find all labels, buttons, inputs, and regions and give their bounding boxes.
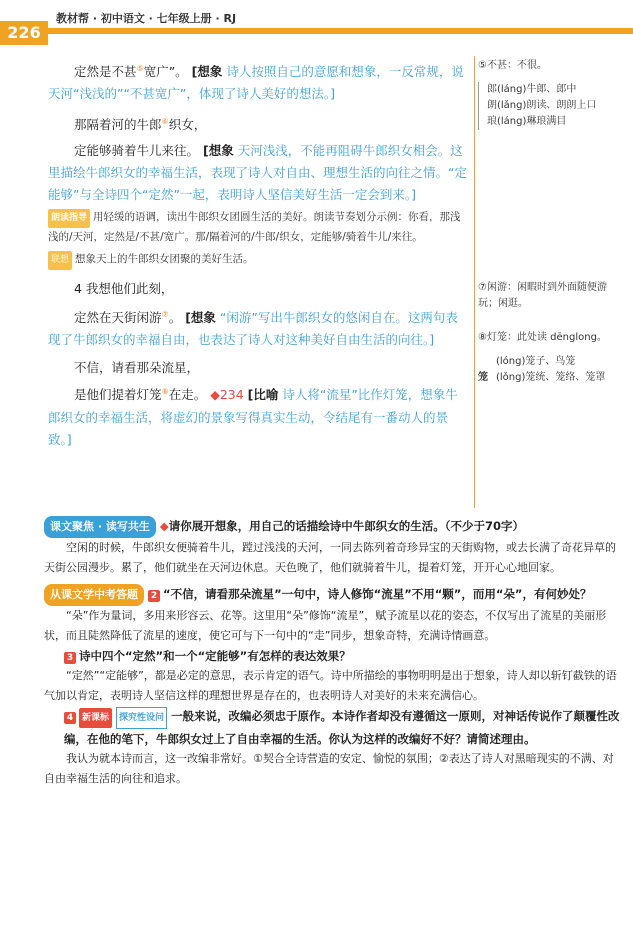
answer-1: 空闲的时候，牛郎织女便骑着牛儿，蹚过浅浅的天河，一同去陈列着奇珍异宝的天街购物，或去长满了奇花异草的天街公园漫步。累了，他们就坐在天河边休息。天色晚了，他们就骑着牛儿，提着灯笼，开开心心地回家。 (44, 541, 616, 574)
annotation: 诗人将“流星”比作灯笼，想象牛郎织女的幸福生活，将虚幻的景象写得真实生动，令结尾有一番动人的景致。] (48, 387, 458, 447)
annotation: 天河浅浅，不能再阻碍牛郎织女相会。这里描绘牛郎织女的幸福生活，表现了诗人对自由、理想生活的向往之情。“定能够”与全诗四个“定然”一起，表明诗人坚信美好生活一定会到来。] (48, 143, 467, 203)
page-header (0, 0, 633, 46)
question-4: 4 新课标 探究性设问 一般来说，改编必须忠于原作。本诗作者却没有遵循这一原则，对神话传说作了颠覆性改编，在他的笔下，牛郎织女过上了自由幸福的生活。你认为这样的改编好不好？请简述理由。 (64, 709, 620, 746)
annotation: 诗人按照自己的意愿和想象，一反常规，说天河“浅浅的”“不甚宽广”，体现了诗人美好的想法。] (48, 64, 464, 102)
annotation-tag: [想象 (203, 143, 234, 159)
star-icon: ◆ (210, 387, 220, 403)
question-2: 从课文学中考答题 2 “不信，请看那朵流星”一句中，诗人修饰“流星”不用“颗”，而用“朵”，有何妙处？ (44, 584, 622, 606)
question-3: 3 诗中四个“定然”和一个“定能够”有怎样的表达效果？ (44, 646, 622, 666)
answer-3: “定然”“定能够”，都是必定的意思，表示肯定的语气。诗中所描绘的事物明明是出于想象，诗人却以斩钉截铁的语气加以肯定，表明诗人坚信这样的理想世界是存在的，也表明诗人对美好的未来充满信心。 (44, 669, 617, 702)
imagination-label: 联想 (48, 251, 72, 270)
note-8: ⑧灯笼：此处读 dēnglong。 (478, 332, 607, 343)
poem-line: 定然在天街闲游⑦。 [想象 “闲游”写出牛郎织女的悠闲自在。这两句表现了牛郎织女的幸福自由，也表达了诗人对这种美好自由生活的向往。] (48, 310, 458, 348)
annotation-tag: [想象 (191, 64, 223, 80)
imagination-note: 联想 想象天上的牛郎织女团聚的美好生活。 (48, 250, 470, 270)
answer-2: “朵”作为量词，多用来形容云、花等。这里用“朵”修饰“流星”，赋予流星以花的姿态，不仅写出了流星的美丽形状，而且陡然降低了流星的速度，使它可与下一句中的“走”同步，想象奇特，充满诗情画意。 (44, 609, 607, 642)
header-bar (0, 28, 633, 34)
poem-line: 是他们提着灯笼⑧在走。 ◆234 [比喻 诗人将“流星”比作灯笼，想象牛郎织女的幸福生活，将虚幻的景象写得真实生动，令结尾有一番动人的景致。] (48, 387, 458, 447)
note-5: ⑤不甚：不很。 (478, 60, 547, 71)
reading-guide: 朗读指导 用轻缓的语调，读出牛郎织女团圆生活的美好。朗读节奏划分示例：你看，那浅浅的/天河，定然是/不甚/宽广。那/隔着河的/牛郎/织女，定能够/骑着牛儿/来往。 (48, 211, 461, 244)
annotation-tag: [想象 (185, 310, 216, 326)
page-number: 226 (0, 21, 48, 45)
question-1: 课文聚焦 · 读写共生 ◆请你展开想象，用自己的话描绘诗中牛郎织女的生活。（不少于70字） (44, 516, 622, 538)
poem-line: 4 我想他们此刻， (74, 281, 174, 297)
poem-line: 定能够骑着牛儿来往。 [想象 天河浅浅，不能再阻碍牛郎织女相会。这里描绘牛郎织女的幸福生活，表现了诗人对自由、理想生活的向往之情。“定能够”与全诗四个“定然”一起，表明诗人坚信美好生活一定会到来。] (48, 143, 467, 203)
side-notes (478, 58, 623, 394)
poem-line: 定然是不甚⑤宽广”。 [想象 诗人按照自己的意愿和想象，一反常规，说天河“浅浅的”“不甚宽广”，体现了诗人美好的想法。] (48, 64, 464, 102)
star-icon: ◆ (159, 519, 169, 533)
poem-column (48, 58, 470, 451)
poem-line: 不信，请看那朵流星， (74, 360, 200, 376)
annotation: “闲游”写出牛郎织女的悠闲自在。这两句表现了牛郎织女的幸福自由，也表达了诗人对这种美好自由生活的向往。] (48, 310, 458, 348)
exercise-section (44, 516, 622, 789)
poem-line: 那隔着河的牛郎⑥织女， (74, 117, 207, 133)
section-label: 课文聚焦 · 读写共生 (44, 516, 156, 538)
section-label: 从课文学中考答题 (44, 584, 144, 606)
reading-guide-label: 朗读指导 (48, 209, 90, 228)
note-8-readings: 笼 (lóng)笼子、鸟笼 (lǒng)笼统、笼络、笼罩 (478, 356, 606, 383)
note-7: ⑦闲游：闲暇时到外面随便游玩；闲逛。 (478, 282, 607, 309)
note-6: 郎(láng)牛郎、郎中 朗(lǎng)朗读、朗朗上口 琅(láng)琳琅满目 (478, 82, 623, 130)
column-divider (474, 56, 475, 508)
answer-4: 我认为就本诗而言，这一改编非常好。①契合全诗营造的安定、愉悦的氛围；②表达了诗人对黑暗现实的不满、对自由幸福生活的向往和追求。 (44, 752, 614, 785)
annotation-tag: [比喻 (247, 387, 279, 403)
book-title: 教材帮 · 初中语文 · 七年级上册 · RJ (56, 12, 237, 25)
